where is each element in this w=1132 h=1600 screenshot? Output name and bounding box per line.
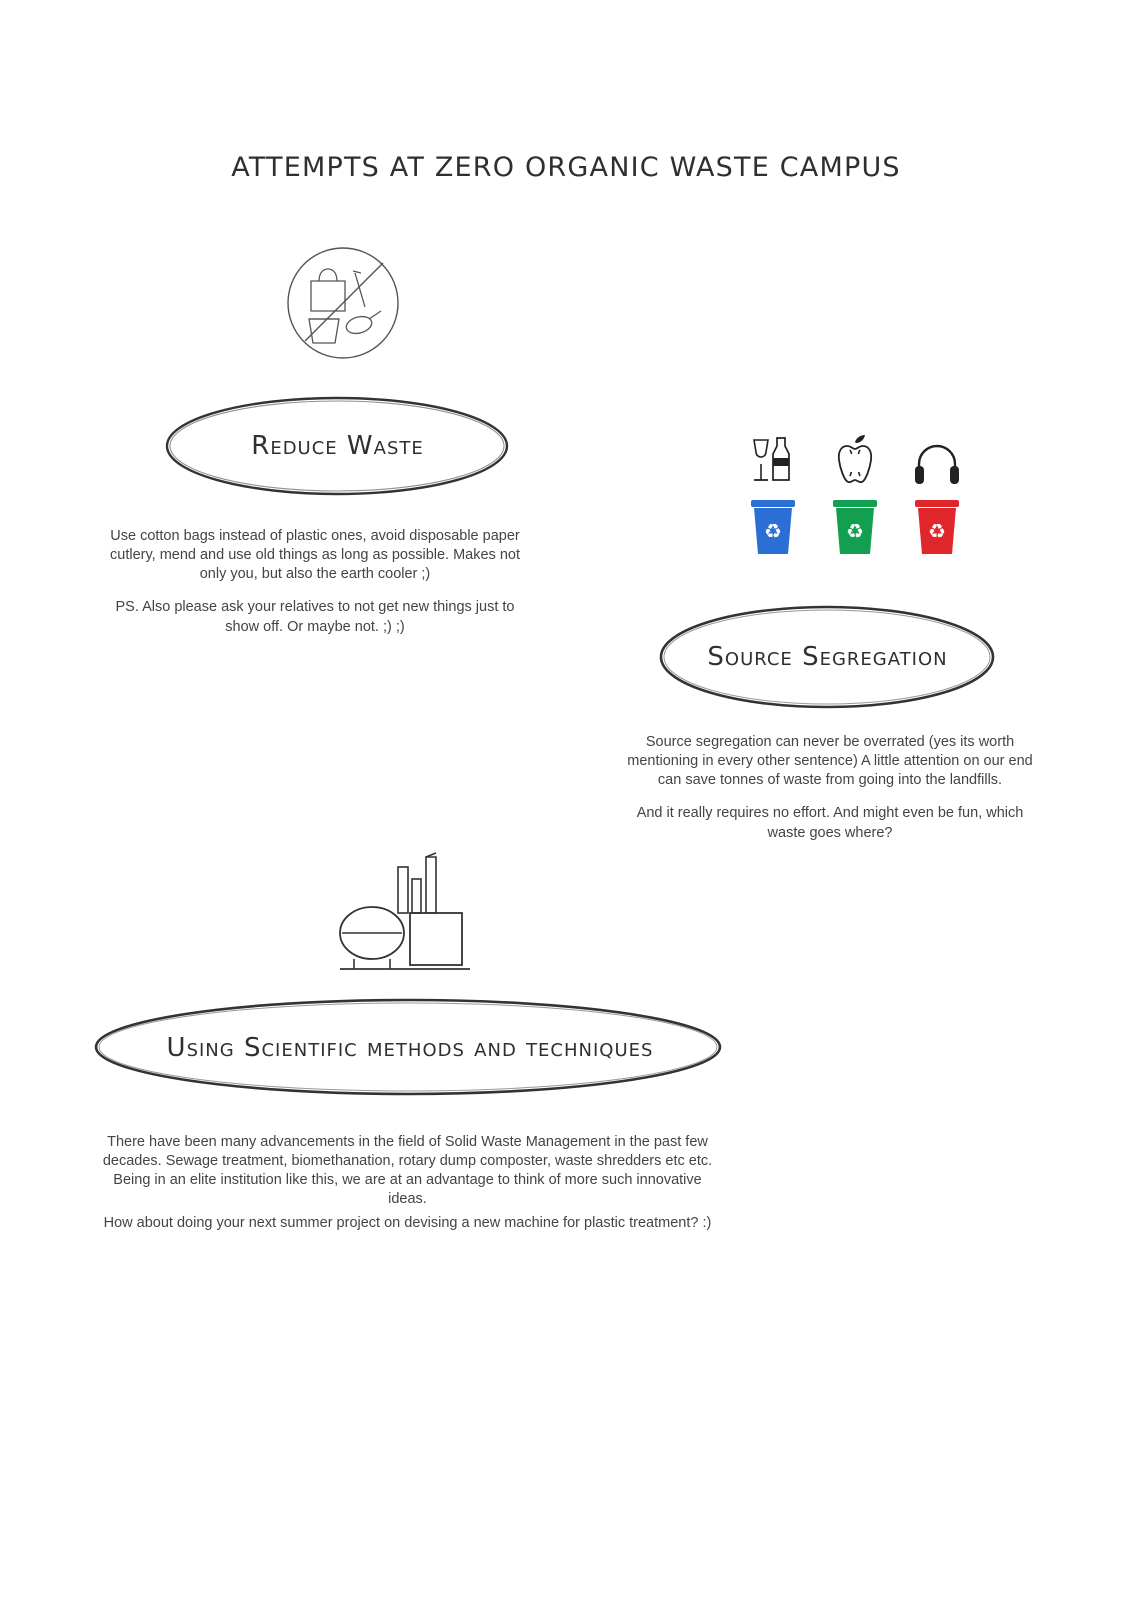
svg-text:♻: ♻	[764, 519, 782, 543]
reduce-waste-heading: Reduce Waste	[251, 431, 424, 461]
headphones-icon	[911, 430, 963, 492]
treatment-plant-icon	[330, 845, 480, 980]
scientific-methods-bubble[interactable]	[90, 995, 730, 1100]
source-segregation-heading: Source Segregation	[707, 642, 948, 672]
bin-blue	[747, 498, 799, 561]
svg-text:♻: ♻	[928, 519, 946, 543]
scientific-methods-heading: Using Scientific methods and techniques	[166, 1032, 654, 1063]
reduce-waste-paragraph-2: PS. Also please ask your relatives to not get new things just to show off. Or maybe not. ;) ;)	[115, 599, 515, 635]
source-segregation-paragraph-2: And it really requires no effort. And might even be fun, which waste goes where?	[636, 805, 1024, 841]
scientific-methods-paragraph-1: There have been many advancements in the field of Solid Waste Management in the past few decades. Sewage treatment, biomethanation, rotary dump composter, waste shredders etc etc. Being in an elite institution like this, we are at an advantage to think of more such innovative ideas.	[102, 1134, 713, 1208]
scientific-methods-paragraph-2: How about doing your next summer project on devising a new machine for plastic treatment? :)	[103, 1214, 712, 1231]
source-segregation-paragraph-1: Source segregation can never be overrated (yes its worth mentioning in every other sentence) A little attention on our end can save tonnes of waste from going into the landfills.	[627, 734, 1033, 789]
source-segregation-bubble[interactable]	[655, 602, 1000, 712]
bin-red	[911, 498, 963, 561]
scientific-methods-text	[100, 1133, 715, 1233]
bottle-and-glass-icon	[748, 430, 798, 492]
apple-core-icon	[833, 430, 877, 492]
reduce-waste-paragraph-1: Use cotton bags instead of plastic ones, avoid disposable paper cutlery, mend and use old things as long as possible. Makes not only you, but also the earth cooler ;)	[110, 528, 520, 583]
no-plastic-bag-icon	[283, 243, 403, 363]
bin-column-green	[827, 430, 883, 561]
bin-column-blue	[745, 430, 801, 561]
page-title: ATTEMPTS AT ZERO ORGANIC WASTE CAMPUS	[231, 152, 901, 183]
reduce-waste-bubble[interactable]	[160, 392, 515, 500]
source-segregation-text	[620, 733, 1040, 843]
three-recycling-bins-icon	[745, 430, 965, 561]
svg-text:♻: ♻	[846, 519, 864, 543]
bin-column-red	[909, 430, 965, 561]
bin-green	[829, 498, 881, 561]
reduce-waste-text	[105, 527, 525, 637]
